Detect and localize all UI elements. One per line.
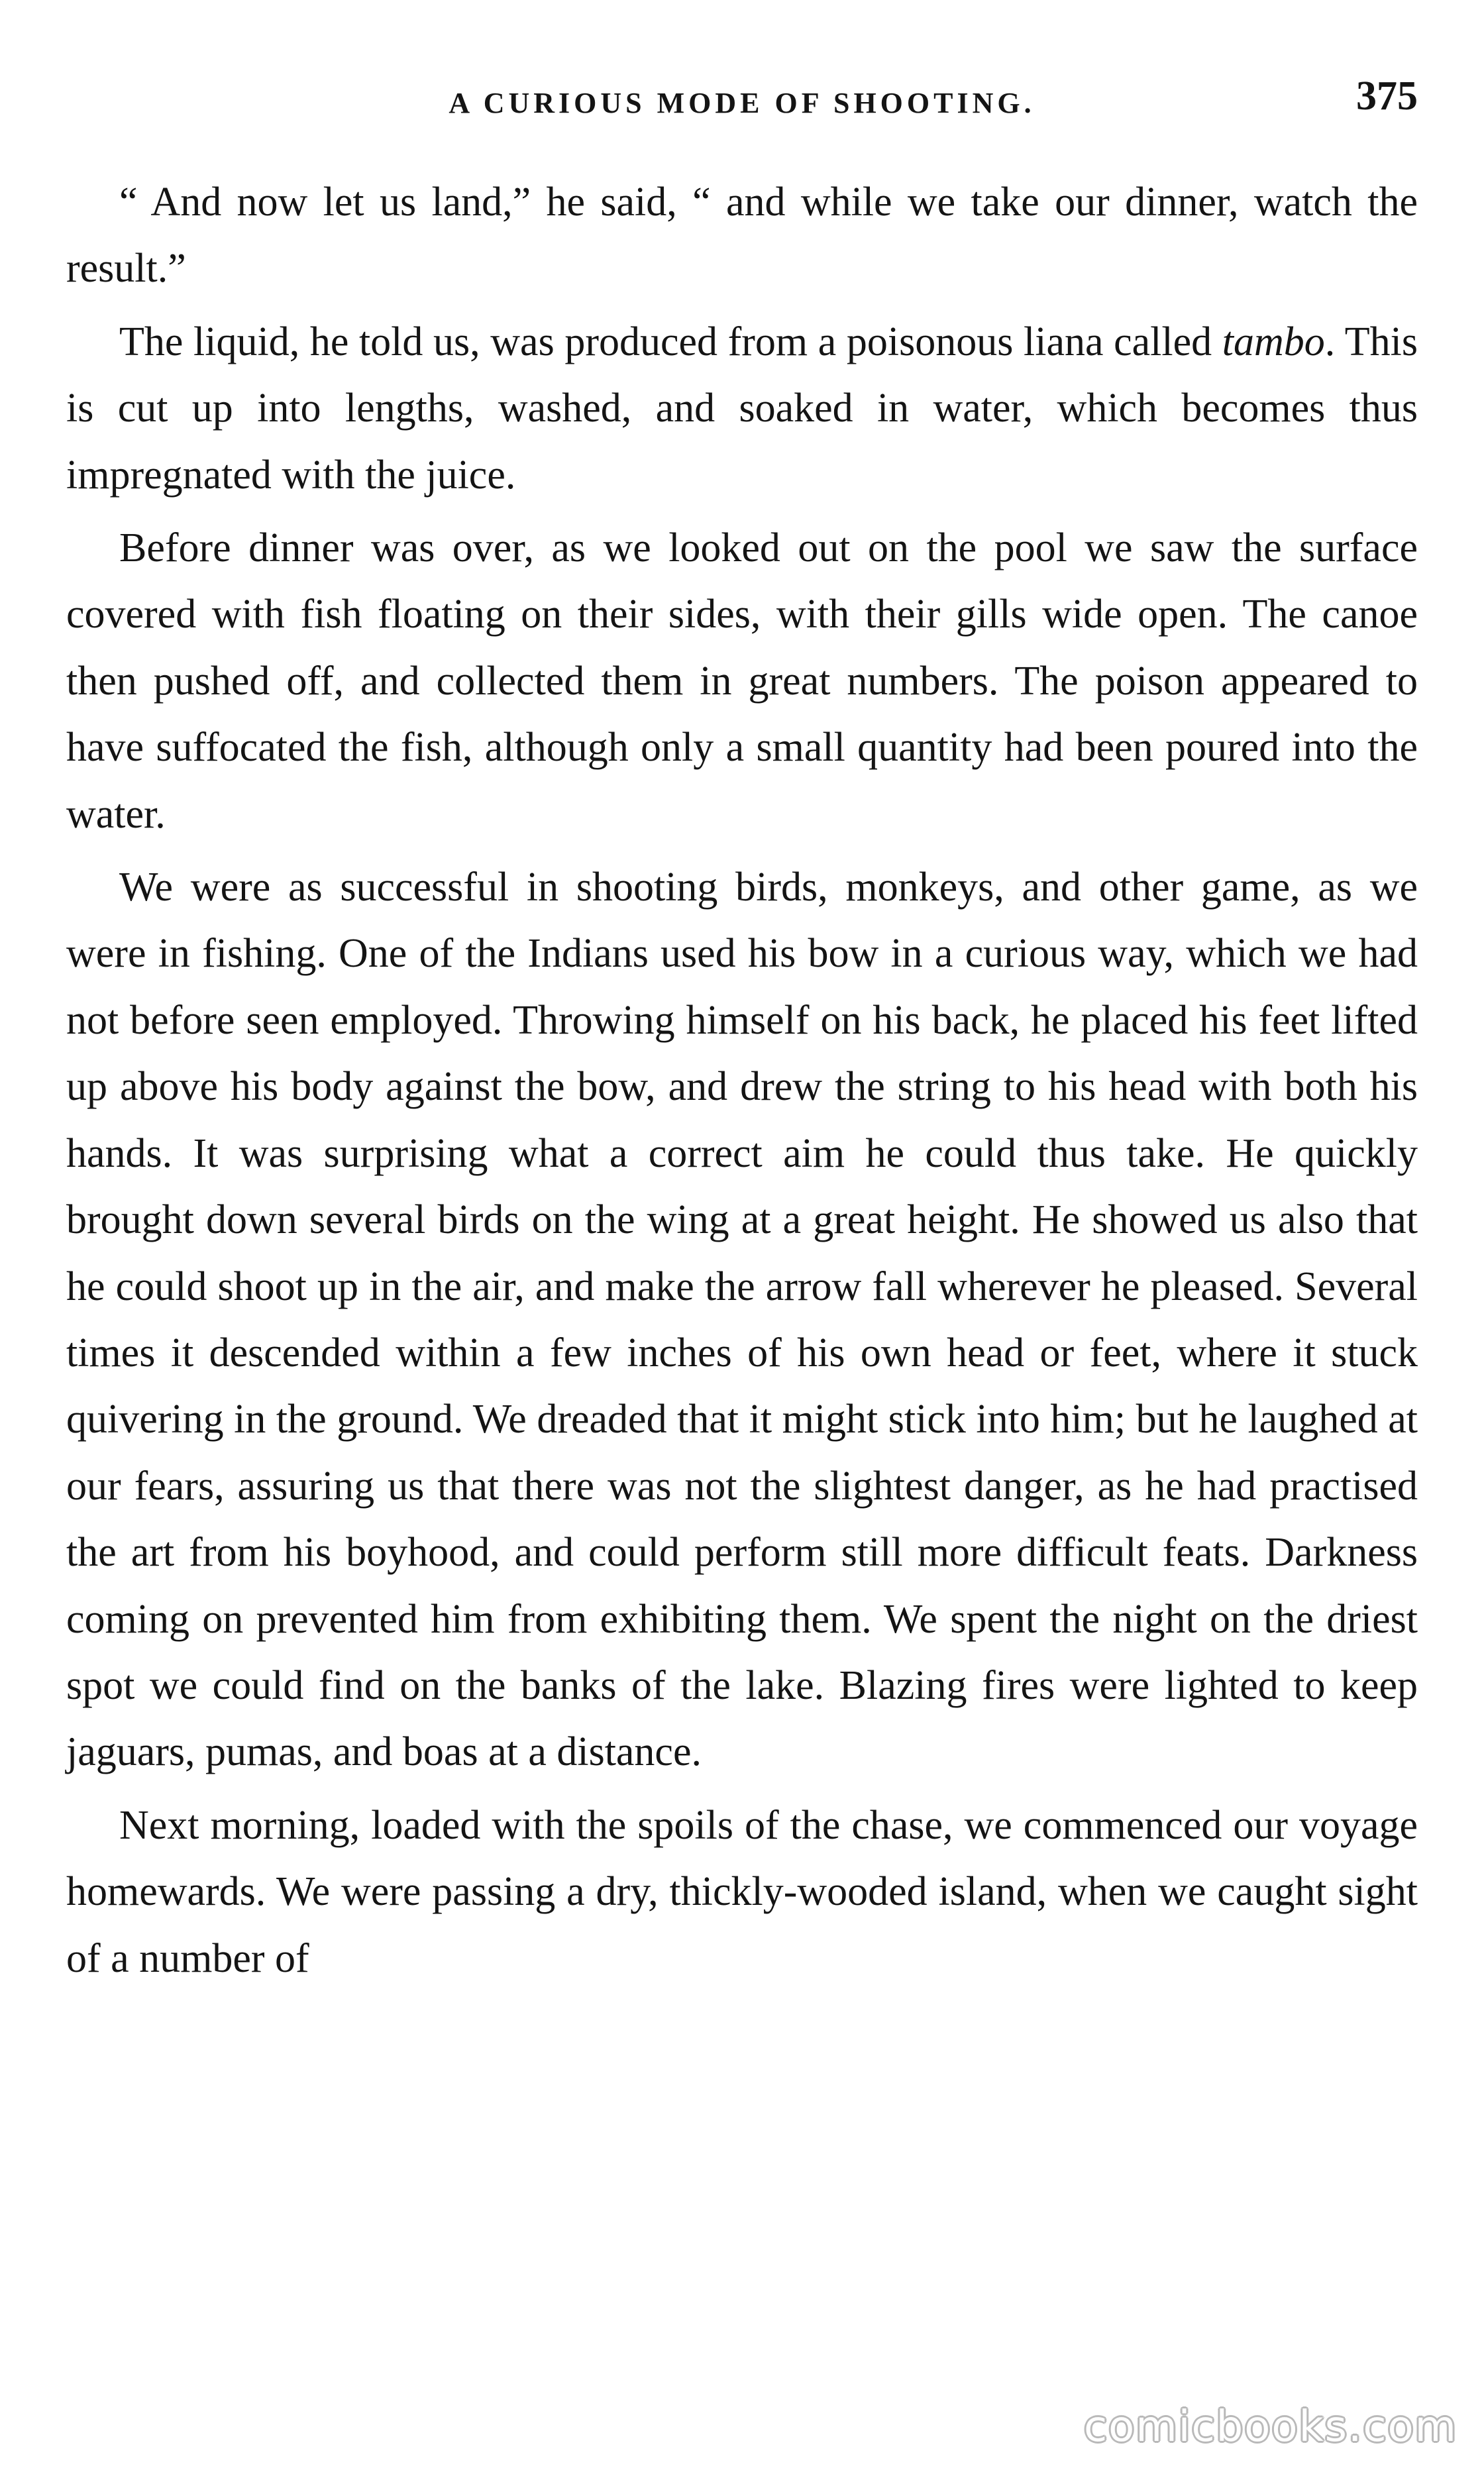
paragraph (66, 1792, 1418, 1992)
running-title: A CURIOUS MODE OF SHOOTING. (449, 87, 1035, 119)
paragraph (66, 169, 1418, 302)
text-segment: “ And now let us land,” he said, “ and while we take our dinner, watch the result.” (66, 180, 1418, 292)
running-head (66, 73, 1418, 139)
paragraph (66, 515, 1418, 847)
watermark: comicbooks.com (1083, 2402, 1458, 2451)
text-segment: Before dinner was over, as we looked out on the pool we saw the surface covered with fish floating on their sides, with their gills wide open. The canoe then pushed off, and collected them in great numbers. The poison appeared to have suffocated the fish, although only a small quantity had been poured into the water. (66, 525, 1418, 837)
page-number: 375 (1356, 74, 1418, 119)
paragraph (66, 854, 1418, 1786)
italic-text: tambo (1222, 319, 1325, 364)
text-segment: . This is cut up into lengths, washed, and soaked in water, which becomes thus impregnated with the juice. (66, 319, 1418, 498)
text-segment: We were as successful in shooting birds, monkeys, and other game, as we were in fishing. One of the Indians used his bow in a curious way, which we had not before seen employed. Throwing himself on his back, he placed his feet lifted up above his body against the bow, and drew the string to his head with both his hands. It was surprising what a correct aim he could thus take. He quickly brought down several birds on the wing at a great height. He showed us also that he could shoot up in the air, and make the arrow fall wherever he pleased. Several times it descended within a few inches of his own head or feet, where it stuck quivering in the ground. We dreaded that it might stick into him; but he laughed at our fears, assuring us that there was not the slightest danger, as he had practised the art from his boyhood, and could perform still more difficult feats. Darkness coming on prevented him from exhibiting them. We spent the night on the driest spot we could find on the banks of the lake. Blazing fires were lighted to keep jaguars, pumas, and boas at a distance. (66, 865, 1418, 1775)
text-segment: Next morning, loaded with the spoils of the chase, we commenced our voyage homewards. We were passing a dry, thickly-wooded island, when we caught sight of a number of (66, 1802, 1418, 1981)
body-text (66, 169, 1418, 1998)
paragraph (66, 309, 1418, 508)
text-segment: The liquid, he told us, was produced from a poisonous liana called (119, 319, 1222, 364)
